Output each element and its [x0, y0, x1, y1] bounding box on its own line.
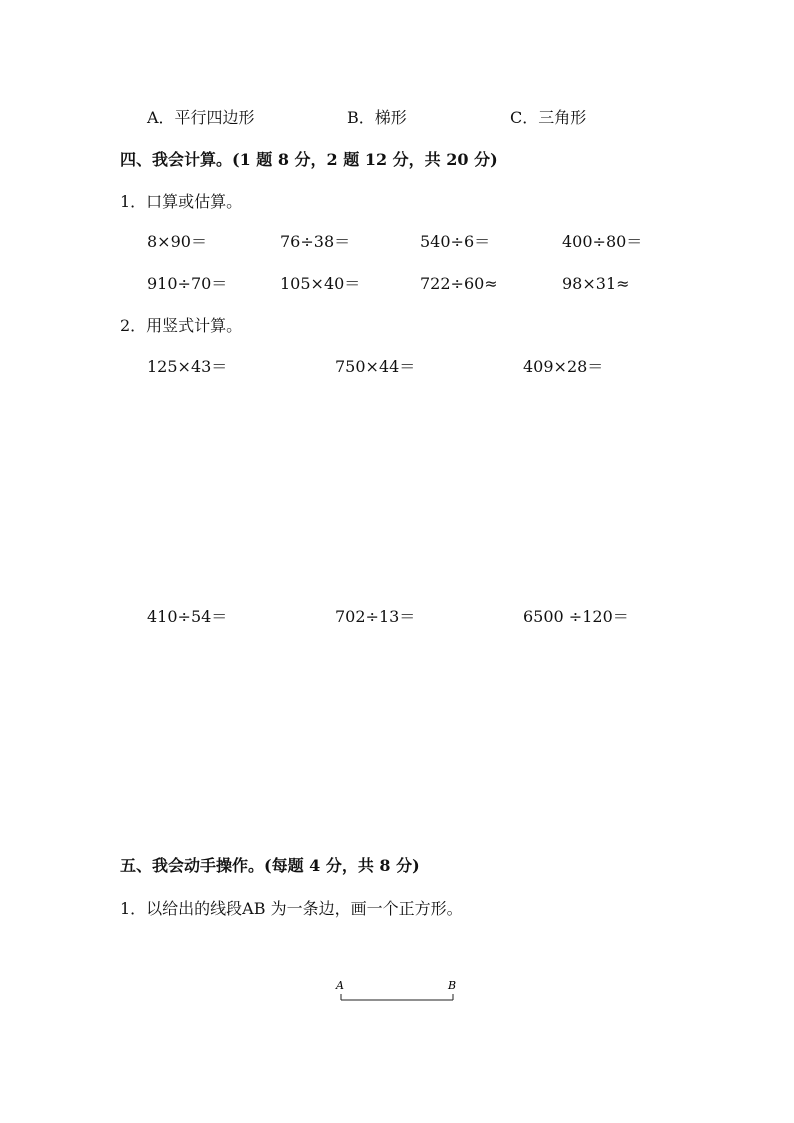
q1-label: 1．口算或估算。	[120, 192, 243, 211]
q2-label: 2．用竖式计算。	[120, 316, 243, 335]
mental-calc-item: 76÷38＝	[280, 232, 351, 251]
option-b: B．梯形	[347, 108, 407, 127]
vertical-calc-item: 702÷13＝	[335, 607, 416, 626]
mental-calc-item: 8×90＝	[147, 232, 207, 251]
mental-calc-item: 105×40＝	[280, 274, 361, 293]
vertical-calc-item: 750×44＝	[335, 357, 416, 376]
point-a-label: A	[336, 979, 344, 992]
point-b-label: B	[448, 979, 457, 992]
section-5-title: 五、我会动手操作。(每题 4 分，共 8 分)	[120, 856, 420, 875]
vertical-calc-item: 6500 ÷120＝	[523, 607, 629, 626]
s5-q1-label: 1．以给出的线段AB 为一条边，画一个正方形。	[120, 899, 463, 918]
mental-calc-item: 98×31≈	[562, 274, 630, 293]
mental-calc-item: 400÷80＝	[562, 232, 643, 251]
mental-calc-item: 722÷60≈	[420, 274, 498, 293]
vertical-calc-item: 410÷54＝	[147, 607, 228, 626]
mental-calc-item: 910÷70＝	[147, 274, 228, 293]
option-a: A．平行四边形	[147, 108, 255, 127]
segment-ab-figure	[330, 974, 470, 1014]
vertical-calc-item: 125×43＝	[147, 357, 228, 376]
mental-calc-item: 540÷6＝	[420, 232, 491, 251]
section-4-title: 四、我会计算。(1 题 8 分，2 题 12 分，共 20 分)	[120, 150, 498, 169]
option-c: C．三角形	[510, 108, 587, 127]
vertical-calc-item: 409×28＝	[523, 357, 604, 376]
